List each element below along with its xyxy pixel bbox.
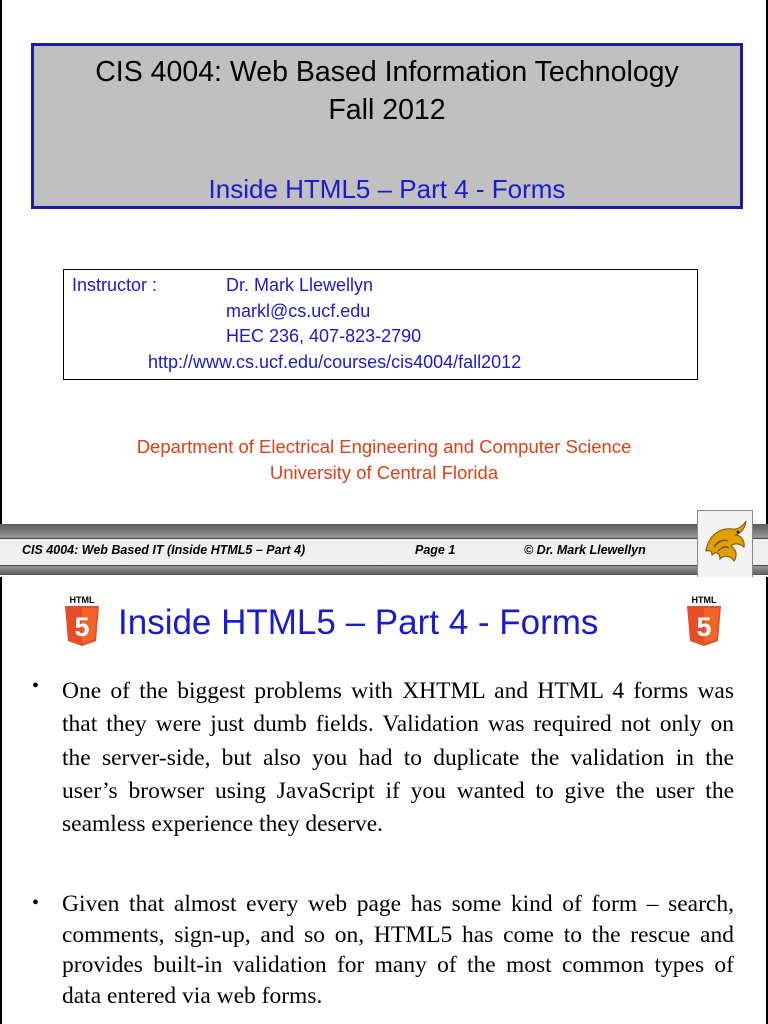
content-slide [0, 577, 768, 1024]
title-box [31, 43, 743, 209]
slide-title: Inside HTML5 – Part 4 - Forms [118, 603, 599, 642]
footer-page: Page 1 [415, 543, 456, 557]
svg-text:5: 5 [696, 612, 712, 642]
bullet-paragraph: One of the biggest problems with XHTML and HTML 4 forms was that they were just dumb fields. Validation was required not only on the server-side, but also you had to duplicate the validation in the user’s browser using JavaScript if you wanted to give the user the seamless experience they deserve. [62, 678, 734, 838]
bullet-paragraph: Given that almost every web page has some kind of form – search, comments, sign-up, and so on, HTML5 has come to the rescue and provides built-in validation for many of the most common types of data entered via web forms. [62, 891, 734, 1009]
instructor-name: Dr. Mark Llewellyn [226, 275, 374, 295]
footer-course: CIS 4004: Web Based IT (Inside HTML5 – Part 4) [22, 543, 306, 557]
instructor-office: HEC 236, 407-823-2790 [226, 326, 422, 346]
footer-bar-top [0, 524, 768, 538]
instructor-label: Instructor : [72, 275, 158, 295]
department-name: Department of Electrical Engineering and Computer Science [136, 436, 632, 457]
footer-bar-bottom [0, 566, 768, 575]
bullet-marker: • [32, 892, 40, 914]
university-name: University of Central Florida [269, 462, 499, 483]
instructor-info-box [63, 269, 698, 380]
slide-footer [0, 524, 768, 575]
svg-text:HTML: HTML [69, 595, 95, 605]
instructor-email: markl@cs.ucf.edu [226, 301, 371, 321]
svg-text:HTML: HTML [691, 595, 717, 605]
term-label: Fall 2012 [328, 94, 446, 126]
bullet-marker: • [32, 675, 40, 697]
html5-logo-icon [683, 593, 725, 649]
course-title: CIS 4004: Web Based Information Technology [95, 56, 679, 88]
slide-border-left [0, 577, 2, 1024]
lecture-subtitle: Inside HTML5 – Part 4 - Forms [208, 174, 566, 204]
department-block [0, 434, 768, 486]
course-url: http://www.cs.ucf.edu/courses/cis4004/fall2012 [148, 352, 522, 372]
html5-logo-icon [61, 593, 103, 649]
svg-text:5: 5 [74, 612, 90, 642]
ucf-pegasus-logo-icon [697, 510, 753, 578]
footer-copyright: © Dr. Mark Llewellyn [524, 543, 646, 557]
